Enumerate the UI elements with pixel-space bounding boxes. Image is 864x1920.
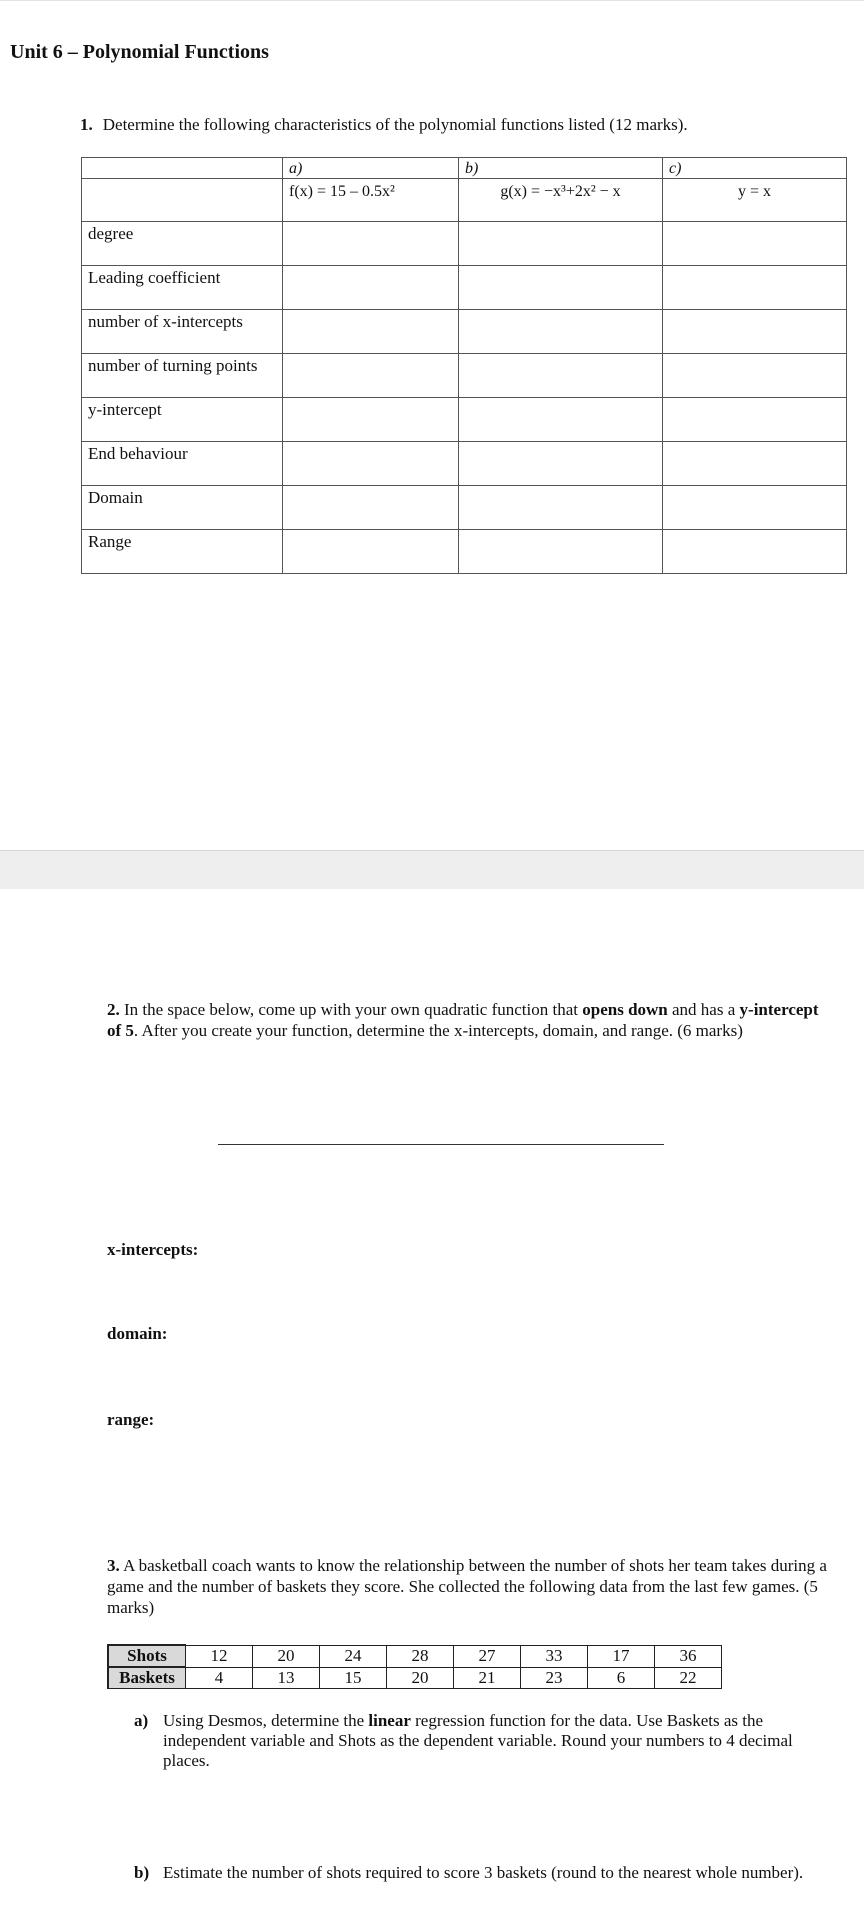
column-a-function-cell bbox=[283, 179, 459, 222]
table-row bbox=[82, 530, 847, 574]
characteristics-table bbox=[81, 157, 847, 574]
baskets-value: 21 bbox=[454, 1667, 521, 1689]
column-b-function: g(x) = −x³+2x² − x bbox=[500, 183, 621, 200]
baskets-value: 15 bbox=[320, 1667, 387, 1689]
part-a-label: a) bbox=[134, 1711, 149, 1730]
answer-cell[interactable] bbox=[283, 530, 459, 574]
answer-cell[interactable] bbox=[663, 310, 847, 354]
table-header-row bbox=[82, 158, 847, 179]
table-corner-cell-2 bbox=[82, 179, 283, 222]
column-c-function-cell bbox=[663, 179, 847, 222]
row-label-leading-coefficient: Leading coefficient bbox=[82, 266, 283, 310]
shots-header: Shots bbox=[108, 1645, 186, 1667]
answer-cell[interactable] bbox=[283, 354, 459, 398]
answer-cell[interactable] bbox=[663, 442, 847, 486]
question-3-text: A basketball coach wants to know the relationship between the number of shots her team takes during a game and the number of baskets they score. She collected the following data from the last few games. (5 marks) bbox=[107, 1556, 827, 1617]
question-2 bbox=[107, 999, 827, 1041]
baskets-value: 6 bbox=[588, 1667, 655, 1689]
column-b-label: b) bbox=[465, 160, 479, 177]
answer-cell[interactable] bbox=[459, 310, 663, 354]
answer-cell[interactable] bbox=[663, 266, 847, 310]
page-2 bbox=[0, 889, 864, 1920]
question-2-bold-2: y-intercept of 5 bbox=[107, 1000, 819, 1040]
question-2-number: 2. bbox=[107, 1000, 120, 1019]
table-function-row bbox=[82, 179, 847, 222]
shots-value: 24 bbox=[320, 1645, 387, 1667]
column-c-header bbox=[663, 158, 847, 179]
page-separator bbox=[0, 850, 864, 890]
shots-value: 12 bbox=[186, 1645, 253, 1667]
column-c-function: y = x bbox=[737, 183, 772, 200]
answer-cell[interactable] bbox=[459, 398, 663, 442]
answer-cell[interactable] bbox=[663, 354, 847, 398]
column-a-header bbox=[283, 158, 459, 179]
answer-cell[interactable] bbox=[663, 530, 847, 574]
row-label-end-behaviour: End behaviour bbox=[82, 442, 283, 486]
answer-cell[interactable] bbox=[663, 486, 847, 530]
table-row-shots bbox=[108, 1645, 722, 1667]
table-row bbox=[82, 222, 847, 266]
question-2-text-2: and has a bbox=[667, 1000, 740, 1019]
question-2-text-1: In the space below, come up with your own quadratic function that bbox=[124, 1000, 583, 1019]
question-1 bbox=[80, 115, 840, 135]
shots-value: 36 bbox=[655, 1645, 722, 1667]
question-3-part-b bbox=[134, 1863, 834, 1883]
answer-cell[interactable] bbox=[663, 222, 847, 266]
table-row bbox=[82, 486, 847, 530]
column-b-function-cell bbox=[459, 179, 663, 222]
part-b-text: Estimate the number of shots required to score 3 baskets (round to the nearest whole number). bbox=[163, 1863, 804, 1882]
answer-cell[interactable] bbox=[283, 310, 459, 354]
question-1-text: Determine the following characteristics of the polynomial functions listed (12 marks). bbox=[102, 115, 688, 134]
range-label: range: bbox=[107, 1410, 155, 1429]
row-label-range: Range bbox=[82, 530, 283, 574]
table-row bbox=[82, 398, 847, 442]
domain-label: domain: bbox=[107, 1324, 168, 1343]
answer-cell[interactable] bbox=[459, 442, 663, 486]
table-corner-cell bbox=[82, 158, 283, 179]
x-intercepts-label: x-intercepts: bbox=[107, 1240, 199, 1259]
answer-cell[interactable] bbox=[283, 486, 459, 530]
answer-cell[interactable] bbox=[283, 266, 459, 310]
question-2-bold-1: opens down bbox=[582, 1000, 668, 1019]
table-row bbox=[82, 442, 847, 486]
column-a-function: f(x) = 15 – 0.5x² bbox=[289, 183, 395, 200]
baskets-value: 4 bbox=[186, 1667, 253, 1689]
table-row bbox=[82, 266, 847, 310]
row-label-domain: Domain bbox=[82, 486, 283, 530]
baskets-value: 22 bbox=[655, 1667, 722, 1689]
shots-value: 27 bbox=[454, 1645, 521, 1667]
table-row bbox=[82, 354, 847, 398]
question-1-number: 1. bbox=[80, 115, 93, 134]
answer-cell[interactable] bbox=[459, 486, 663, 530]
function-answer-line[interactable] bbox=[218, 1144, 664, 1145]
question-3 bbox=[107, 1555, 842, 1618]
part-a-text bbox=[163, 1711, 834, 1771]
answer-cell[interactable] bbox=[459, 530, 663, 574]
column-c-label: c) bbox=[669, 160, 682, 177]
answer-cell[interactable] bbox=[459, 354, 663, 398]
answer-cell[interactable] bbox=[283, 442, 459, 486]
row-label-degree: degree bbox=[82, 222, 283, 266]
shots-value: 28 bbox=[387, 1645, 454, 1667]
column-b-header bbox=[459, 158, 663, 179]
column-a-label: a) bbox=[289, 160, 303, 177]
page-1 bbox=[0, 0, 864, 851]
table-row bbox=[82, 310, 847, 354]
baskets-value: 13 bbox=[253, 1667, 320, 1689]
question-3-number: 3. bbox=[107, 1556, 120, 1575]
question-2-text-3: . After you create your function, determine the x-intercepts, domain, and range. (6 marks) bbox=[133, 1021, 743, 1040]
part-a-text-2: regression function for the data. Use Baskets as the independent variable and Shots as the dependent variable. Round your numbers to 4 decimal places. bbox=[163, 1711, 793, 1770]
answer-cell[interactable] bbox=[663, 398, 847, 442]
shots-value: 17 bbox=[588, 1645, 655, 1667]
table-row-baskets bbox=[108, 1667, 722, 1689]
row-label-x-intercepts: number of x-intercepts bbox=[82, 310, 283, 354]
part-b-label: b) bbox=[134, 1863, 150, 1882]
shots-value: 33 bbox=[521, 1645, 588, 1667]
part-a-bold: linear bbox=[368, 1711, 411, 1730]
answer-cell[interactable] bbox=[283, 398, 459, 442]
shots-baskets-table bbox=[107, 1644, 722, 1689]
baskets-value: 20 bbox=[387, 1667, 454, 1689]
answer-cell[interactable] bbox=[459, 266, 663, 310]
question-3-part-a bbox=[134, 1711, 834, 1771]
answer-cell[interactable] bbox=[283, 222, 459, 266]
answer-cell[interactable] bbox=[459, 222, 663, 266]
row-label-turning-points: number of turning points bbox=[82, 354, 283, 398]
unit-title: Unit 6 – Polynomial Functions bbox=[10, 41, 269, 63]
row-label-y-intercept: y-intercept bbox=[82, 398, 283, 442]
shots-value: 20 bbox=[253, 1645, 320, 1667]
baskets-header: Baskets bbox=[108, 1667, 186, 1689]
part-a-text-1: Using Desmos, determine the bbox=[163, 1711, 369, 1730]
baskets-value: 23 bbox=[521, 1667, 588, 1689]
